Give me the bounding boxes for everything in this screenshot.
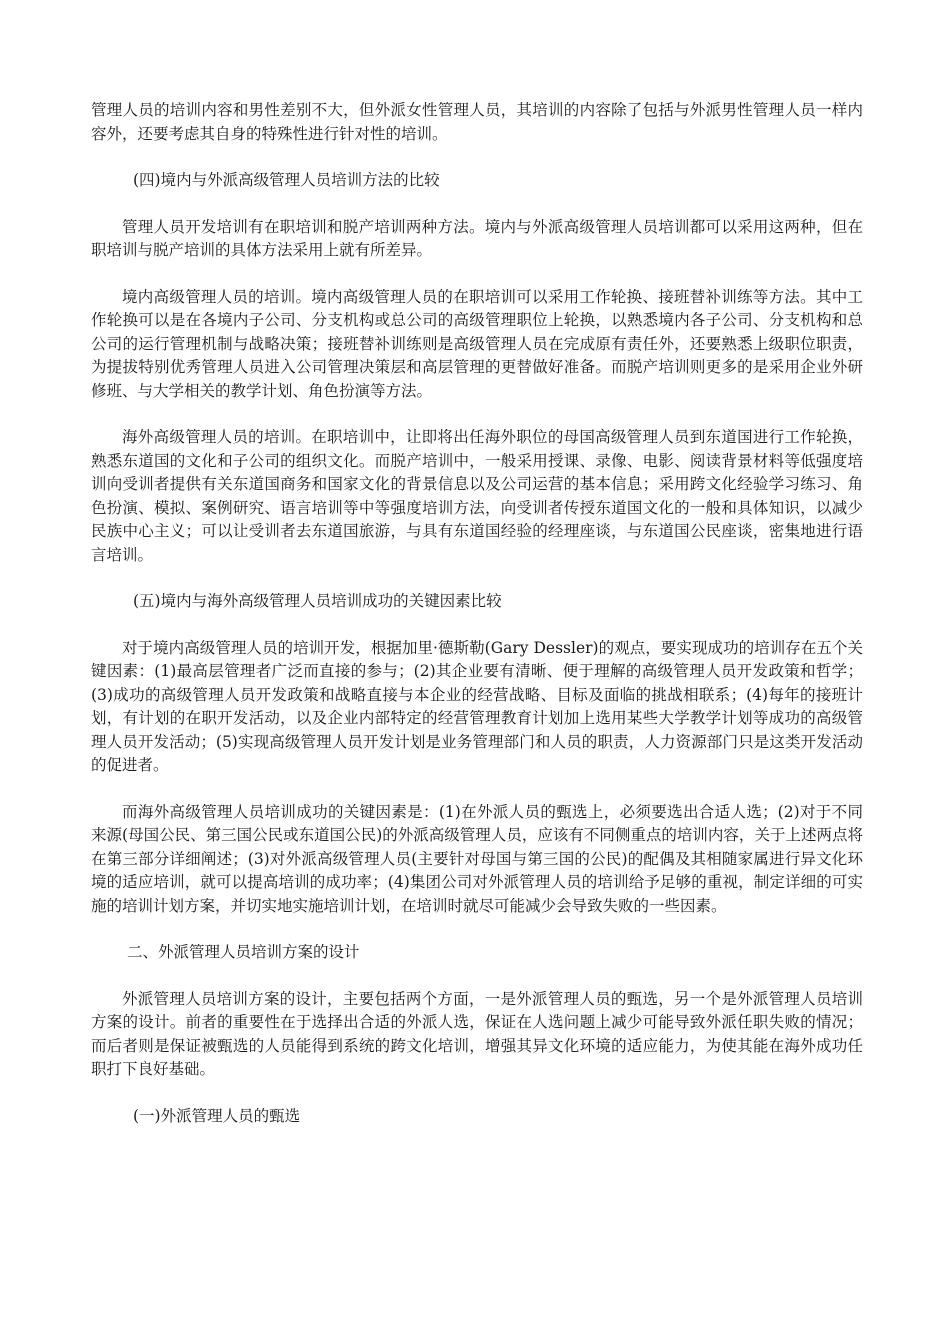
paragraph-training-methods: 管理人员开发培训有在职培训和脱产培训两种方法。境内与外派高级管理人员培训都可以采用这两种，但在职培训与脱产培训的具体方法采用上就有所差异。	[91, 217, 863, 259]
paragraph-domestic-key-factors: 对于境内高级管理人员的培训开发，根据加里·德斯勒(Gary Dessler)的观点，要实现成功的培训存在五个关键因素：(1)最高层管理者广泛而直接的参与；(2)其企业要有清晰、便于理解的高级管理人员开发政策和哲学；(3)成功的高级管理人员开发政策和战略直接与本企业的经营战略、目标及面临的挑战相联系；(4)每年的接班计划，有计划的在职开发活动，以及企业内部特定的经营管理教育计划加上选用某些大学教学计划等成功的高级管理人员开发活动；(5)实现高级管理人员开发计划是业务管理部门和人员的职责，人力资源部门只是这类开发活动的促进者。	[91, 638, 863, 774]
paragraph-overseas-training: 海外高级管理人员的培训。在职培训中，让即将出任海外职位的母国高级管理人员到东道国进行工作轮换，熟悉东道国的文化和子公司的组织文化。而脱产培训中，一般采用授课、录像、电影、阅读背景材料等低强度培训向受训者提供有关东道国商务和国家文化的背景信息以及公司运营的基本信息；采用跨文化经验学习练习、角色扮演、模拟、案例研究、语言培训等中等强度培训方法，向受训者传授东道国文化的一般和具体知识，以减少民族中心主义；可以让受训者去东道国旅游，与具有东道国经验的经理座谈，与东道国公民座谈，密集地进行语言培训。	[91, 428, 863, 564]
section-heading-4: (四)境内与外派高级管理人员培训方法的比较	[133, 171, 440, 189]
paragraph-domestic-training: 境内高级管理人员的培训。境内高级管理人员的在职培训可以采用工作轮换、接班替补训练等方法。其中工作轮换可以是在各境内子公司、分支机构或总公司的高级管理职位上轮换，以熟悉境内各子公司、分支机构和总公司的运行管理机制与战略决策；接班替补训练则是高级管理人员在完成原有责任外，还要熟悉上级职位职责，为提拔特别优秀管理人员进入公司管理决策层和高层管理的更替做好准备。而脱产培训则更多的是采用企业外研修班、与大学相关的教学计划、角色扮演等方法。	[91, 287, 863, 400]
paragraph-overseas-key-factors: 而海外高级管理人员培训成功的关键因素是：(1)在外派人员的甄选上，必须要选出合适人选；(2)对于不同来源(母国公民、第三国公民或东道国公民)的外派高级管理人员，应该有不同侧重点的培训内容，关于上述两点将在第三部分详细阐述；(3)对外派高级管理人员(主要针对母国与第三国的公民)的配偶及其相随家属进行异文化环境的适应培训，就可以提高培训的成功率；(4)集团公司对外派管理人员的培训给予足够的重视，制定详细的可实施的培训计划方案，并切实地实施培训计划，在培训时就尽可能减少会导致失败的一些因素。	[91, 802, 863, 915]
document-page	[91, 99, 863, 1151]
section-heading-1: (一)外派管理人员的甄选	[133, 1106, 301, 1125]
section-heading-5: (五)境内与海外高级管理人员培训成功的关键因素比较	[133, 592, 502, 610]
chapter-heading-2: 二、外派管理人员培训方案的设计	[127, 943, 360, 961]
paragraph-intro: 管理人员的培训内容和男性差别不大，但外派女性管理人员，其培训的内容除了包括与外派男性管理人员一样内容外，还要考虑其自身的特殊性进行针对性的培训。	[91, 101, 863, 143]
paragraph-program-design: 外派管理人员培训方案的设计，主要包括两个方面，一是外派管理人员的甄选，另一个是外派管理人员培训方案的设计。前者的重要性在于选择出合适的外派人选，保证在人选问题上减少可能导致外派任职失败的情况；而后者则是保证被甄选的人员能得到系统的跨文化培训，增强其异文化环境的适应能力，为使其能在海外成功任职打下良好基础。	[91, 989, 863, 1078]
